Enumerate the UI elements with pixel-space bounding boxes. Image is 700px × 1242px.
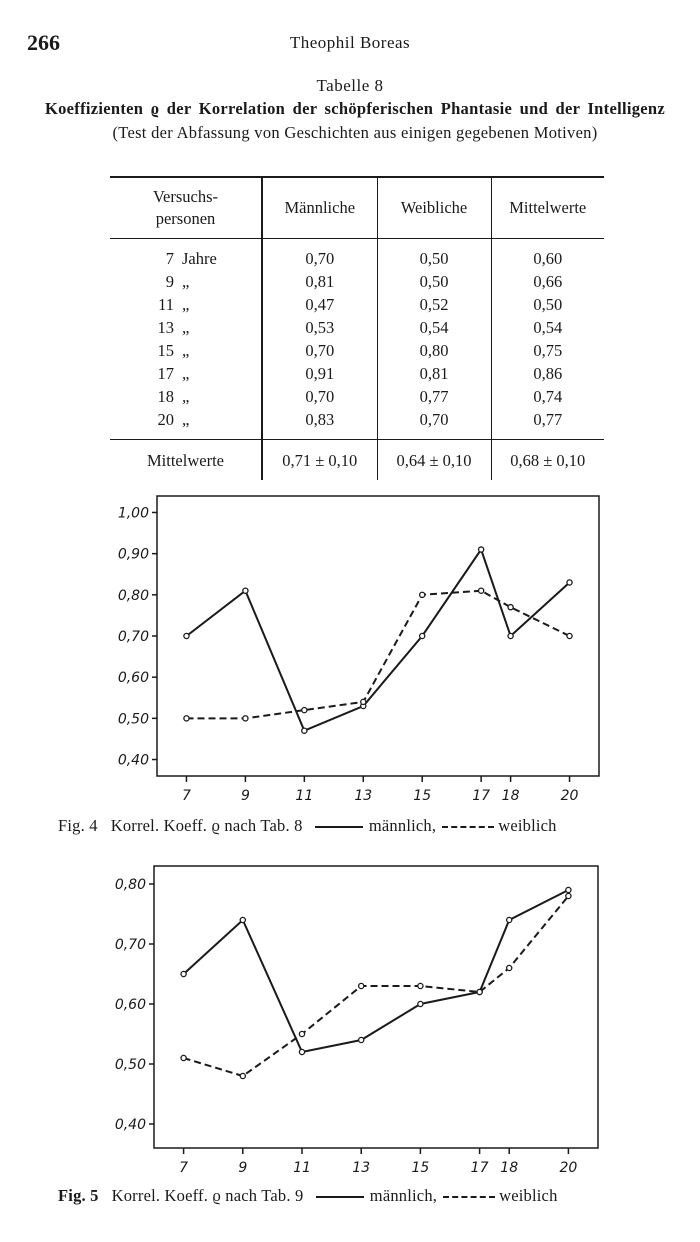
fig5-x-tick-label: 20 — [559, 1160, 578, 1176]
fig5-series-männlich-line — [184, 890, 569, 1052]
row-mean-value: 0,75 — [491, 339, 604, 362]
row-mean-value: 0,86 — [491, 362, 604, 385]
fig5-series-weiblich-line — [184, 896, 569, 1076]
row-age-unit: „ — [182, 410, 190, 429]
row-age-unit: „ — [182, 364, 190, 383]
fig4-x-tick-label: 7 — [182, 788, 191, 804]
fig5-x-tick-label: 9 — [238, 1160, 248, 1176]
fig4-y-tick-label: 0,40 — [117, 752, 149, 769]
fig4-y-tick-label: 0,50 — [117, 711, 149, 728]
row-age-number: 9 — [165, 272, 174, 291]
row-female-value: 0,70 — [377, 408, 491, 440]
figure-5-text: Korrel. Koeff. ϱ nach Tab. 9 — [111, 1186, 304, 1205]
footer-mean: 0,68 ± 0,10 — [491, 440, 604, 481]
fig4-x-tick-label: 17 — [472, 788, 491, 804]
row-age-number: 11 — [158, 295, 174, 314]
fig4-y-tick-label: 0,80 — [117, 587, 149, 604]
row-male-value: 0,83 — [262, 408, 377, 440]
table-caption-bold: Koeffizienten ϱ der Korrelation der schöpferischen Phantasie und der Intelligenz — [45, 99, 665, 118]
footer-male: 0,71 ± 0,10 — [262, 440, 377, 481]
legend-solid-line — [315, 826, 363, 828]
header-subjects-line1: Versuchs- — [152, 187, 219, 206]
row-age-number: 18 — [157, 387, 174, 406]
fig5-x-tick-label: 13 — [352, 1160, 371, 1176]
row-female-value: 0,81 — [377, 362, 491, 385]
fig4-y-tick-label: 0,90 — [117, 546, 149, 563]
row-female-value: 0,50 — [377, 239, 491, 271]
row-mean-value: 0,74 — [491, 385, 604, 408]
fig4-y-tick-label: 0,70 — [117, 629, 149, 645]
row-age-number: 17 — [157, 364, 174, 383]
fig5-series-männlich-point — [359, 1037, 364, 1042]
fig5-y-tick-label: 0,70 — [114, 937, 146, 953]
row-age-number: 20 — [157, 410, 174, 429]
footer-female: 0,64 ± 0,10 — [377, 440, 491, 481]
fig4-y-tick-label: 1,00 — [117, 505, 149, 522]
row-age-number: 7 — [165, 249, 174, 268]
row-mean-value: 0,60 — [491, 239, 604, 271]
legend-dashed-line — [443, 1196, 495, 1198]
figure-4-text: Korrel. Koeff. ϱ nach Tab. 8 — [110, 816, 303, 835]
page-number: 266 — [27, 30, 60, 55]
header-subjects-line2: personen — [155, 209, 216, 228]
fig5-series-männlich-point — [418, 1001, 423, 1006]
fig5-series-männlich-point — [507, 917, 512, 922]
row-mean-value: 0,54 — [491, 316, 604, 339]
figure-5-legend-male: männlich, — [369, 1186, 438, 1205]
running-head: Theophil Boreas — [289, 33, 411, 52]
figure-4-legend-male: männlich, — [368, 816, 437, 835]
row-mean-value: 0,50 — [491, 293, 604, 316]
header-male: Männliche — [262, 177, 377, 239]
row-age-unit: „ — [182, 318, 190, 337]
fig5-y-tick-label: 0,40 — [114, 1117, 146, 1133]
row-female-value: 0,50 — [377, 270, 491, 293]
row-age-unit: „ — [182, 341, 190, 360]
fig4-x-tick-label: 13 — [354, 788, 373, 804]
fig5-x-tick-label: 17 — [470, 1160, 489, 1176]
fig5-series-weiblich-point — [418, 983, 423, 988]
fig5-series-weiblich-point — [566, 893, 571, 898]
fig5-series-weiblich-point — [299, 1031, 304, 1036]
header-mean: Mittelwerte — [491, 177, 604, 239]
fig5-series-männlich-point — [240, 917, 245, 922]
row-female-value: 0,52 — [377, 293, 491, 316]
row-male-value: 0,47 — [262, 293, 377, 316]
row-female-value: 0,77 — [377, 385, 491, 408]
table-label: Tabelle 8 — [316, 76, 384, 95]
row-age-unit: „ — [182, 272, 190, 291]
row-male-value: 0,53 — [262, 316, 377, 339]
fig4-x-tick-label: 15 — [413, 788, 432, 804]
fig5-x-tick-label: 18 — [500, 1160, 519, 1176]
fig4-x-tick-label: 18 — [501, 788, 520, 804]
fig4-x-tick-label: 9 — [240, 788, 250, 804]
fig5-x-tick-label: 7 — [179, 1160, 189, 1176]
fig4-y-tick-label: 0,60 — [117, 670, 149, 687]
row-age-unit: Jahre — [182, 249, 217, 268]
row-age-unit: „ — [182, 387, 190, 406]
row-female-value: 0,80 — [377, 339, 491, 362]
fig5-series-männlich-point — [566, 887, 571, 892]
fig5-y-tick-label: 0,60 — [114, 997, 146, 1013]
fig4-x-tick-label: 20 — [560, 788, 579, 804]
figure-4-caption — [58, 816, 557, 836]
header-female: Weibliche — [377, 177, 491, 239]
figure-5-legend-female: weiblich — [499, 1186, 558, 1205]
row-male-value: 0,81 — [262, 270, 377, 293]
footer-label: Mittelwerte — [110, 440, 262, 481]
fig5-series-männlich-point — [181, 971, 186, 976]
table-caption-rest: (Test der Abfassung von Geschichten aus einigen gegebenen Motiven) — [112, 123, 598, 142]
fig5-x-tick-label: 15 — [411, 1160, 430, 1176]
legend-dashed-line — [442, 826, 494, 828]
fig4-x-tick-label: 11 — [295, 788, 314, 804]
fig5-y-tick-label: 0,80 — [114, 877, 146, 893]
fig5-series-männlich-point — [299, 1049, 304, 1054]
row-age-number: 15 — [157, 341, 174, 360]
row-male-value: 0,91 — [262, 362, 377, 385]
row-male-value: 0,70 — [262, 239, 377, 271]
fig5-series-weiblich-point — [181, 1055, 186, 1060]
fig5-y-tick-label: 0,50 — [114, 1057, 146, 1073]
figure-4-legend-female: weiblich — [498, 816, 557, 835]
row-male-value: 0,70 — [262, 339, 377, 362]
row-mean-value: 0,77 — [491, 408, 604, 440]
fig5-series-weiblich-point — [507, 965, 512, 970]
figure-4-label: Fig. 4 — [58, 816, 98, 835]
figure-5-label: Fig. 5 — [58, 1186, 99, 1205]
row-male-value: 0,70 — [262, 385, 377, 408]
fig5-x-tick-label: 11 — [293, 1160, 311, 1176]
fig5-series-weiblich-point — [240, 1073, 245, 1078]
fig5-series-weiblich-point — [477, 989, 482, 994]
legend-solid-line — [316, 1196, 364, 1198]
row-age-unit: „ — [182, 295, 190, 314]
figure-5-caption — [58, 1186, 558, 1206]
fig5-series-weiblich-point — [359, 983, 364, 988]
row-age-number: 13 — [157, 318, 174, 337]
row-female-value: 0,54 — [377, 316, 491, 339]
row-mean-value: 0,66 — [491, 270, 604, 293]
